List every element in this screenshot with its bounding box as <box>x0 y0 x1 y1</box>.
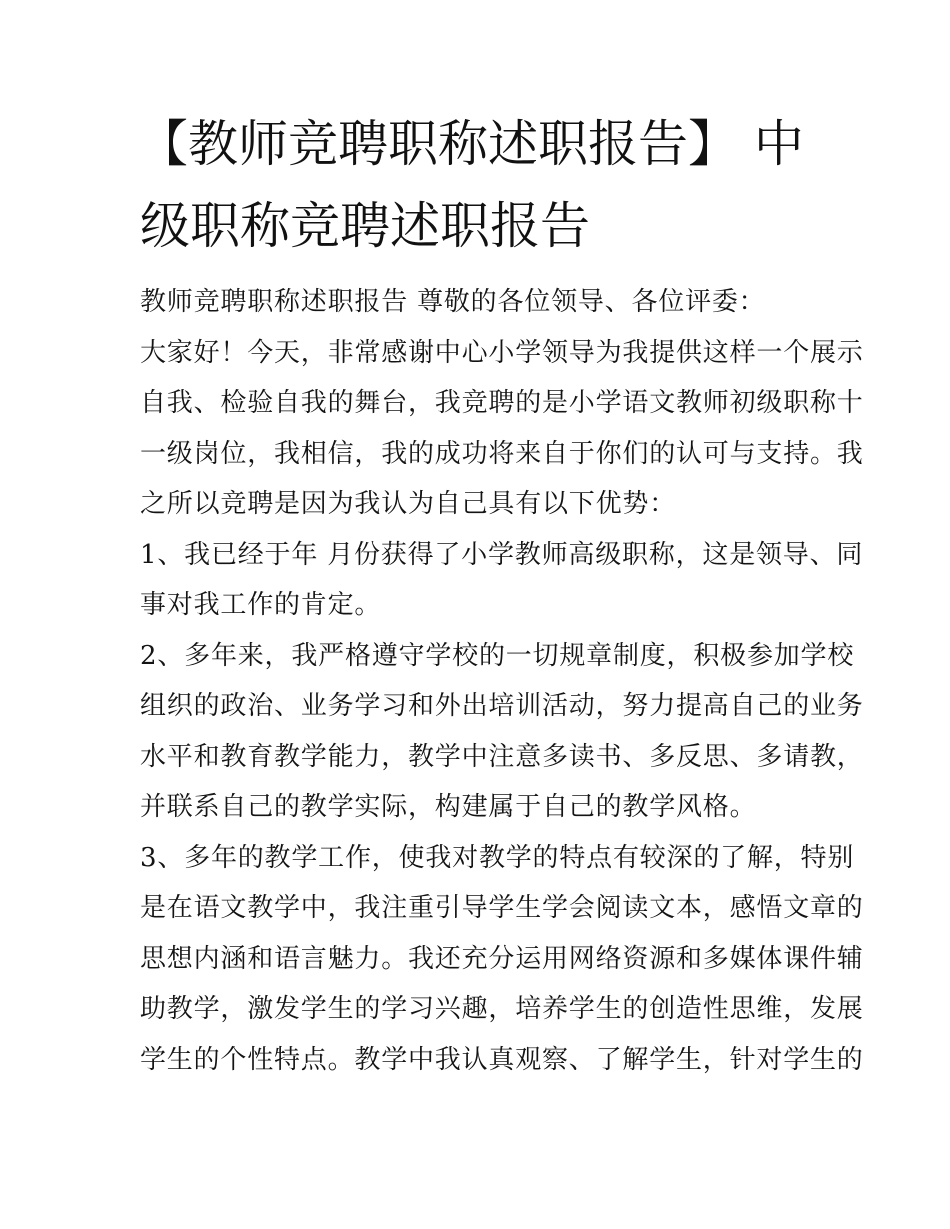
body-line-4: 一级岗位，我相信，我的成功将来自于你们的认可与支持。我 <box>140 439 864 469</box>
body-line-13: 是在语文教学中，我注重引导学生学会阅读文本，感悟文章的 <box>140 893 864 923</box>
body-line-8: 2、多年来，我严格遵守学校的一切规章制度，积极参加学校 <box>140 641 855 671</box>
body-line-5: 之所以竞聘是因为我认为自己具有以下优势： <box>140 489 677 519</box>
body-line-11: 并联系自己的教学实际，构建属于自己的教学风格。 <box>140 792 757 822</box>
body-line-1: 教师竞聘职称述职报告 尊敬的各位领导、各位评委： <box>140 287 766 317</box>
document-title-line-2: 级职称竞聘述职报告 <box>140 197 590 255</box>
body-line-14: 思想内涵和语言魅力。我还充分运用网络资源和多媒体课件辅 <box>140 944 864 974</box>
document-title-line-1: 【教师竞聘职称述职报告】 中 <box>138 115 804 173</box>
body-line-16: 学生的个性特点。教学中我认真观察、了解学生，针对学生的 <box>140 1045 864 1075</box>
body-line-15: 助教学，激发学生的学习兴趣，培养学生的创造性思维，发展 <box>140 994 864 1024</box>
body-line-9: 组织的政治、业务学习和外出培训活动，努力提高自己的业务 <box>140 691 864 721</box>
body-line-3: 自我、检验自我的舞台，我竞聘的是小学语文教师初级职称十 <box>140 388 864 418</box>
body-line-6: 1、我已经于年 月份获得了小学教师高级职称，这是领导、同 <box>140 540 864 570</box>
body-line-2: 大家好！今天，非常感谢中心小学领导为我提供这样一个展示 <box>140 338 864 368</box>
body-line-10: 水平和教育教学能力，教学中注意多读书、多反思、多请教， <box>140 742 864 772</box>
body-line-12: 3、多年的教学工作，使我对教学的特点有较深的了解，特别 <box>140 843 855 873</box>
body-line-7: 事对我工作的肯定。 <box>140 590 382 620</box>
